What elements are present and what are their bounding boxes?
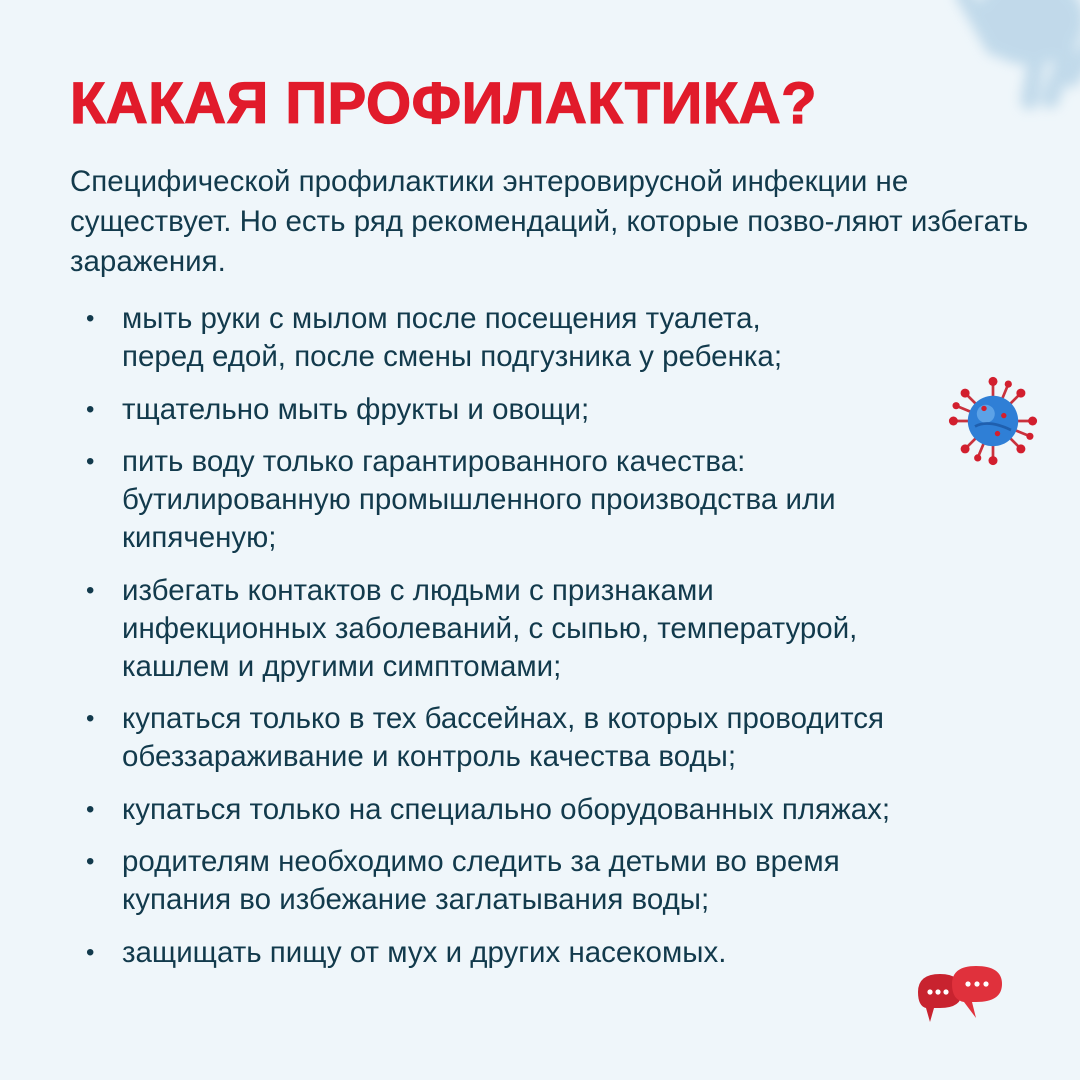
list-item-line: обеззараживание и контроль качества воды; — [122, 740, 737, 773]
list-item-line: защищать пищу от мух и других насекомых. — [122, 935, 727, 969]
glove-icon — [900, 0, 1080, 120]
list-item — [70, 443, 1030, 557]
list-item-line: купаться только в тех бассейнах, в которых проводится — [122, 702, 884, 735]
list-item-line: купаться только на специально оборудованных пляжах; — [122, 792, 891, 826]
list-item-line: мыть руки с мылом после посещения туалета, — [122, 302, 761, 335]
list-item — [70, 572, 1030, 686]
list-item-line: избегать контактов с людьми с признаками — [122, 573, 714, 607]
list-item — [70, 843, 1030, 919]
list-item — [70, 791, 1030, 829]
list-item-line: родителям необходимо следить за детьми во время — [122, 845, 840, 878]
virus-icon — [948, 376, 1038, 466]
bullet-icon: • — [86, 938, 95, 966]
list-item — [70, 934, 1030, 972]
list-item — [70, 300, 1030, 376]
bullet-icon: • — [86, 305, 95, 332]
bullet-icon: • — [86, 448, 95, 475]
page-title: КАКАЯ ПРОФИЛАКТИКА? — [70, 71, 818, 136]
list-item — [70, 700, 1030, 776]
list-item-line: перед едой, после смены подгузника у ребенка; — [122, 340, 783, 373]
bullet-icon: • — [86, 848, 95, 875]
list-item-line: бутилированную промышленного производства или — [122, 483, 836, 516]
list-item-line: пить воду только гарантированного качества: — [122, 445, 746, 478]
list-item — [70, 391, 1030, 429]
list-item-line: кипяченую; — [122, 521, 277, 554]
bullet-icon: • — [86, 705, 95, 732]
list-item-line: тщательно мыть фрукты и овощи; — [122, 392, 590, 426]
recommendation-list — [70, 300, 1030, 986]
bullet-icon: • — [86, 395, 95, 423]
bullet-icon: • — [86, 576, 95, 604]
bullet-icon: • — [86, 795, 95, 823]
list-item-line: инфекционных заболеваний, с сыпью, температурой, — [122, 611, 858, 645]
speech-bubbles-icon — [912, 962, 1012, 1032]
list-item-line: купания во избежание заглатывания воды; — [122, 883, 710, 916]
list-item-line: кашлем и другими симптомами; — [122, 649, 562, 683]
intro-paragraph: Специфической профилактики энтеровирусной инфекции не существует. Но есть ряд рекомендаций, которые позво-ляют избегать заражения. — [70, 165, 1029, 278]
